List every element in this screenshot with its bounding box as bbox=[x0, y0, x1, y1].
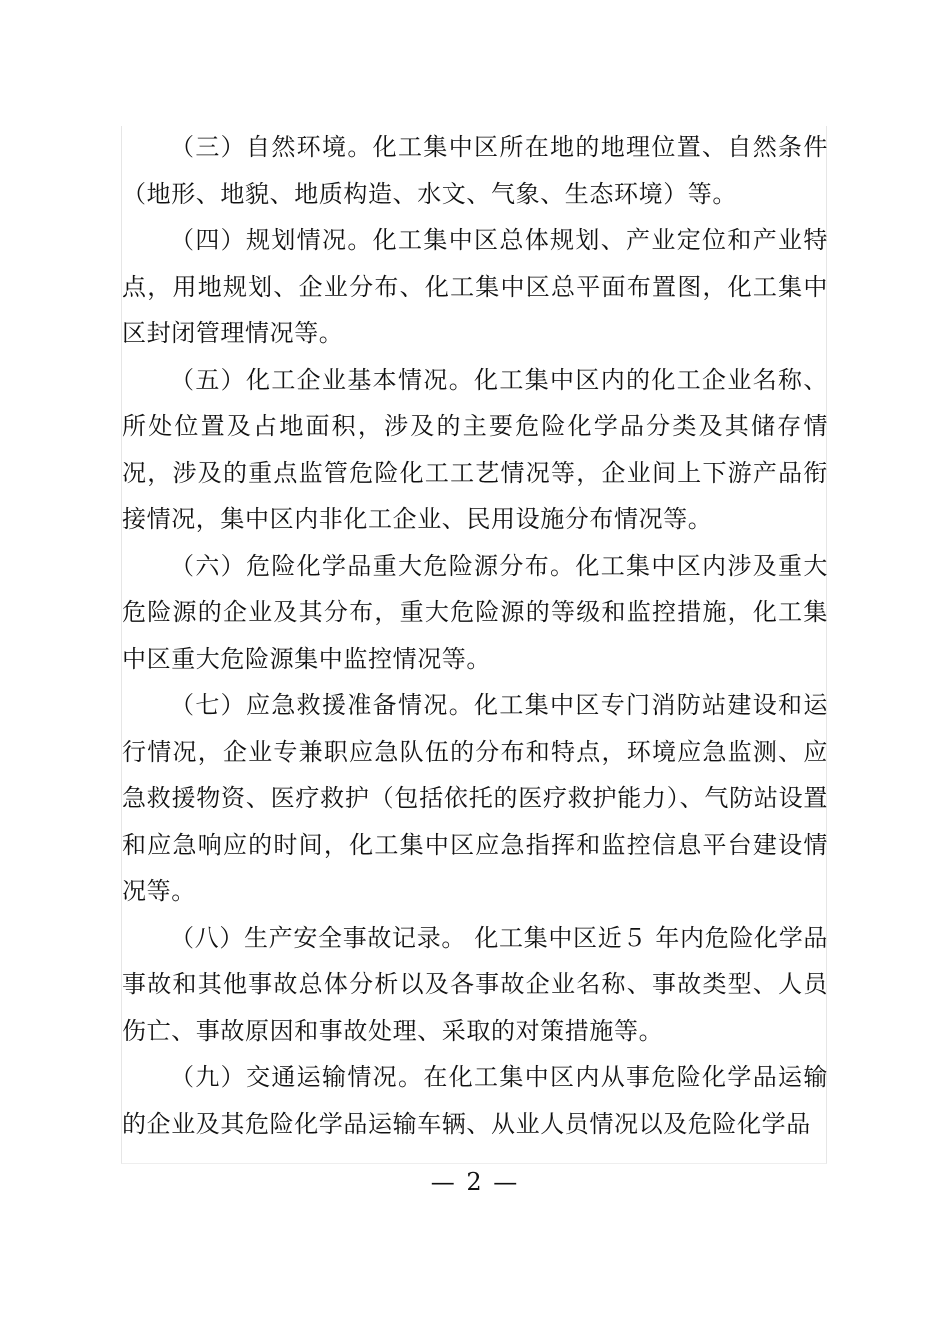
paragraph-natural-environment: （三）自然环境。化工集中区所在地的地理位置、自然条件（地形、地貌、地质构造、水文、气象、生态环境）等。 bbox=[122, 133, 828, 208]
page-number: — 2 — bbox=[430, 1168, 520, 1196]
paragraph-emergency-preparedness: （七）应急救援准备情况。化工集中区专门消防站建设和运行情况，企业专兼职应急队伍的分布和特点，环境应急监测、应急救援物资、医疗救护（包括依托的医疗救护能力）、气防站设置和应急响应的时间，化工集中区应急指挥和监控信息平台建设情况等。 bbox=[122, 691, 828, 905]
paragraph-chemical-enterprises: （五）化工企业基本情况。化工集中区内的化工企业名称、所处位置及占地面积，涉及的主要危险化学品分类及其储存情况，涉及的重点监管危险化工工艺情况等，企业间上下游产品衔接情况，集中区内非化工企业、民用设施分布情况等。 bbox=[122, 365, 828, 533]
paragraph-transportation: （九）交通运输情况。在化工集中区内从事危险化学品运输的企业及其危险化学品运输车辆、从业人员情况以及危险化学品 bbox=[122, 1063, 828, 1138]
paragraph-accident-records: （八）生产安全事故记录。 化工集中区近５ 年内危险化学品事故和其他事故总体分析以及各事故企业名称、事故类型、人员伤亡、事故原因和事故处理、采取的对策措施等。 bbox=[122, 923, 828, 1045]
paragraph-major-hazard-sources: （六）危险化学品重大危险源分布。化工集中区内涉及重大危险源的企业及其分布，重大危险源的等级和监控措施，化工集中区重大危险源集中监控情况等。 bbox=[122, 551, 828, 673]
document-body bbox=[122, 124, 828, 1147]
paragraph-planning: （四）规划情况。化工集中区总体规划、产业定位和产业特点，用地规划、企业分布、化工集中区总平面布置图，化工集中区封闭管理情况等。 bbox=[122, 226, 828, 347]
